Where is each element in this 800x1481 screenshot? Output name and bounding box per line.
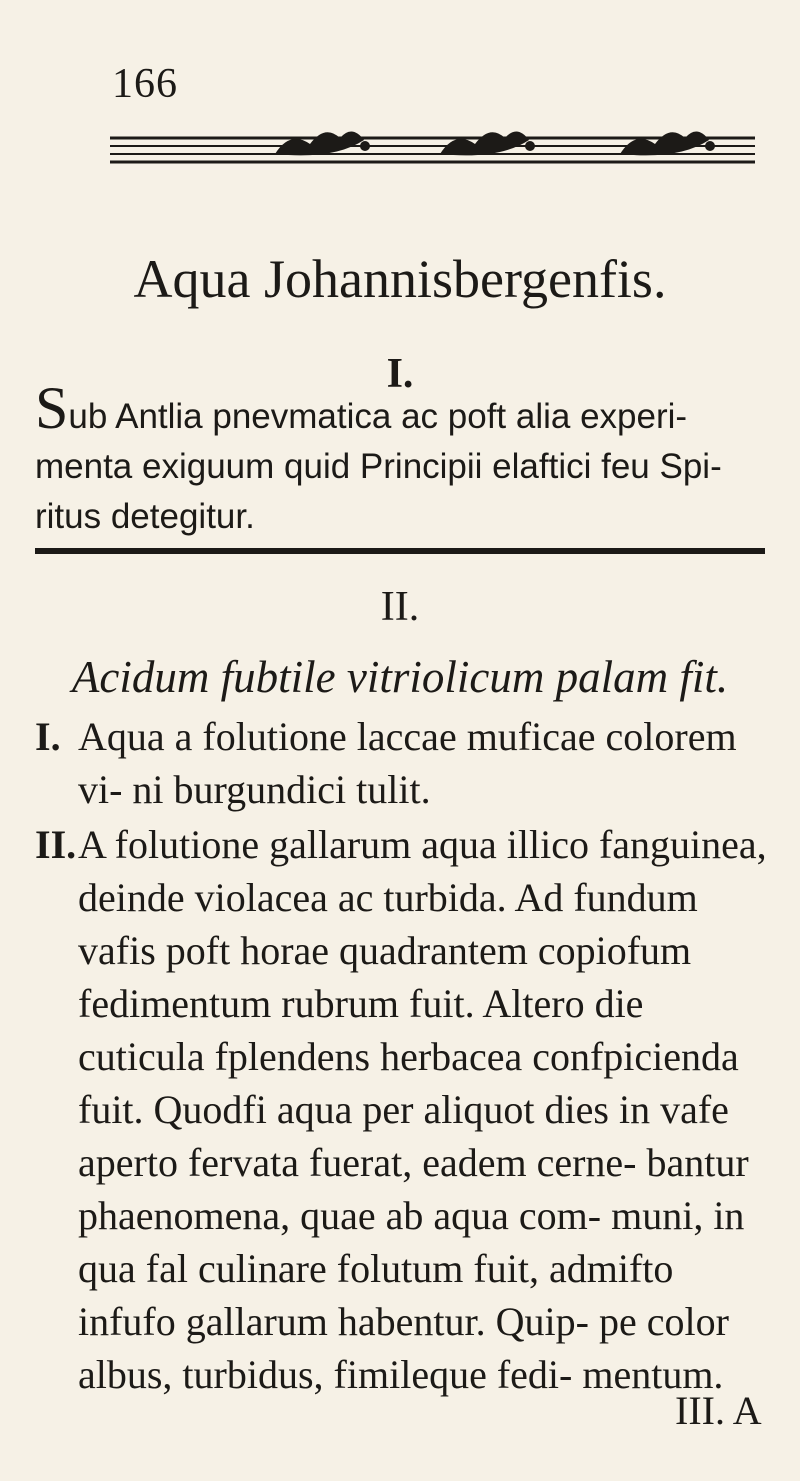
catchword: III. A (675, 1388, 762, 1433)
item-number: I. (35, 714, 61, 759)
decorative-ornament-band (110, 128, 755, 170)
section-divider (35, 548, 765, 554)
list-item (35, 710, 775, 816)
page-title: Aqua Johannisbergenfis. (133, 249, 667, 309)
list-item (35, 818, 775, 1401)
section-1-paragraph (35, 375, 770, 542)
page-number: 166 (112, 61, 178, 107)
section-1-text: ub Antlia pnevmatica ac poft alia experi- menta exiguum quid Principii elaftici feu Spi- ritus detegitur. (35, 397, 722, 536)
section-2-subtitle: Acidum fubtile vitriolicum palam fit. (71, 652, 729, 702)
item-text: A folutione gallarum aqua illico fanguinea, deinde violacea ac turbida. Ad fundum vafis poft horae quadrantem copiofum fedimentum rubrum fuit. Altero die cuticula fplendens herbacea confpicienda fuit. Quodfi aqua per aliquot dies in vafe aperto fervata fuerat, eadem cerne- bantur phaenomena, quae ab aqua com- muni, in qua fal culinare folutum fuit, admifto infufo gallarum habentur. Quip- pe color albus, turbidus, fimileque fedi- mentum. (78, 822, 767, 1397)
item-text: Aqua a folutione laccae muficae colorem vi- ni burgundici tulit. (78, 714, 737, 812)
section-1-numeral: I. (386, 351, 414, 397)
drop-cap: S (35, 375, 69, 441)
section-2-numeral: II. (380, 584, 420, 630)
item-number: II. (35, 822, 77, 867)
